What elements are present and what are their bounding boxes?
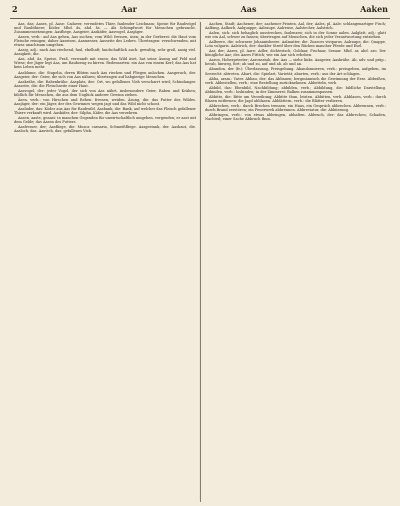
column-divider: [199, 18, 201, 500]
dictionary-entry: Äsen, verb.: von Hirschen und Rehen: fressen, weiden. Äsung, die: das Futter des Wildes. Aasjäger, der: ein Jäger, der des Gewinnes wegen jagt und das Wild nicht schont.: [14, 97, 196, 106]
right-column: [200, 22, 390, 502]
dictionary-entry: Aasen, verb.: auf Aas gehen, Aas suchen; vom Wild: fressen, äsen; in der Gerberei: die Haut vom Fleische reinigen; daher Aaseisen, Aasmesser, Aasseite des Leders. Übertragen: verschwenden, mit etwas unachtsam umgehen.: [14, 35, 196, 48]
dictionary-entry: Aas, das; Aases, pl. Aase: Cadaver, verendetes Thier, faulender Leichnam; Speise für Raubvögel und Raubthiere; Köder. Mhd. âs, ahd. âs. — Als Schimpfwort für Menschen gebraucht. Zusammensetzungen: Aasfliege, Aasgeier, Aaskäfer, Aasvogel, Aasjäger.: [14, 22, 196, 35]
dictionary-entry: Aasblume, die: Stapelia, deren Blüten nach Aas riechen und Fliegen anlocken. Aasgeruch, der. Aasgeier, der: Geier, die sich von Aas nähren; übertragen auf habgierige Menschen.: [14, 70, 196, 79]
dictionary-entry: Aasluder, das: Köder aus Aas für Raubwild. Aasbank, die: Bank, auf welcher das Fleisch gefallener Thiere verkauft wird. Aaskäfer, der: Silpha, Käfer, die Aas verzehren.: [14, 106, 196, 115]
dictionary-entry: Abbild, das: Ebenbild, Nachbildung; abbilden, verb.; Abbildung, die: bildliche Darstellung. Abbinden, verb.: losbinden; in der Zimmerei: Balken zusammenpassen.: [205, 85, 386, 94]
dictionary-entry: Aalbeere, die: schwarze Johannisbeere. Aalmutter, die: Zoarces viviparus. Aalraupe, die: Quappe, Lota vulgaris. Aalstrich, der: dunkler Streif über den Rücken mancher Pferde und Esel.: [205, 40, 386, 49]
dictionary-entry: Aar, der; Aares, pl. Aare: Adler, dichterisch; Goldaar, Fischaar, Seeaar. Mhd. ar, ahd. aro. Der königliche Aar; des Aares Fittich; wie ein Aar sich erheben.: [205, 49, 386, 58]
left-column: [10, 22, 200, 502]
dictionary-entry: Aasen, aaste, geaast: in manchen Gegenden für unwirtschaftlich umgehen, vergeuden; er aast mit dem Gelde; das Aasen des Futters.: [14, 115, 196, 125]
dictionary-entry: Aas, ahd. âz, Speise, Fraß, verwandt mit essen; das Wild äset, hat seine Äsung auf Feld und Wiese; der Jäger legt Aas, um Raubzeug zu kirren. Redensarten: ein Aas von einem Kerl; das Aas hat kein Leben mehr.: [14, 57, 196, 70]
dictionary-entry: Abandon, der (fr.): Überlassung, Preisgebung. Abandonnieren, verb.: preisgeben, aufgeben, im Seerecht: abtreten. Abart, die: Spielart, Varietät; abarten, verb.: aus der Art schlagen.: [205, 67, 386, 76]
dictionary-entry: Aaskrähe, die: Rabenkrähe. Aasplatz, der: Ort, wo gefallenes Vieh verscharrt wird; Schindanger. Aasseite, die: die Fleischseite einer Haut.: [14, 79, 196, 88]
dictionary-entry: Aachen, Stadt; Aachener, der; aachener Printen. Aal, der; Aales, pl. Aale: schlangenartiger Fisch; Aalfang, Aalkorb, Aalquappe, Aalraupe, Aalreuse, Aalstecher, Aalstrich.: [205, 22, 386, 31]
dictionary-entry: Abbitte, die: Bitte um Verzeihung; Abbitte thun, leisten. Abbitten, verb. Abblasen, verb.: durch Blasen entfernen; die Jagd abblasen. Abblättern, verb.: die Blätter verlieren.: [205, 94, 386, 103]
center-guideword: Aas: [240, 4, 257, 14]
dictionary-entry: Aalen, sich: sich behaglich ausstrecken, faulenzen; sich in der Sonne aalen. Aalglatt, adj.: glatt wie ein Aal, schwer zu fassen; übertragen auf Menschen, die sich jeder Verantwortung entziehen.: [205, 31, 386, 40]
dictionary-entry: Abba, aram.: Vater. Abbau, der: das Abbauen; bergmännisch die Gewinnung der Erze. Abbeißen, verb. Abbestellen, verb.: eine Bestellung zurücknehmen. Abbetteln, verb.: [205, 76, 386, 85]
dictionary-entry: Abbrechen, verb.: durch Brechen trennen; ein Haus, ein Gespräch abbrechen. Abbrennen, verb.: durch Brand zerstören; ein Feuerwerk abbrennen. Abbreviatur, die: Abkürzung.: [205, 103, 386, 112]
dictionary-entry: Aaron, Hoherpriester; Aaronsstab, der. Aas — siehe links. Aasgeier, Aaskrähe. Ab, adv. und präp.: herab, hinweg, fort; ab und zu, auf und ab, ab und an.: [205, 58, 386, 67]
dictionary-entry: Aasfresser, der; Aasfliege, die: Musca carnaria, Schmeißfliege. Aasgestank, der. Aashaut, die. Aasloch, das. Aasvieh, das: gefallenes Vieh.: [14, 125, 196, 134]
left-guideword: Aar: [121, 4, 137, 14]
dictionary-entry: Aasig, adj.: nach Aas riechend, faul, ekelhaft; landschaftlich auch: gewaltig, sehr groß, aasig viel. Aasigkeit, die.: [14, 48, 196, 57]
dictionary-entry: Aasvogel, der: jeder Vogel, der sich von Aas nährt, insbesondere Geier, Raben und Krähen; bildlich für Menschen, die aus dem Unglück anderer Gewinn ziehen.: [14, 88, 196, 97]
right-guideword: Aaken: [360, 4, 388, 14]
dictionary-entry: Abbringen, verb.: von etwas abbringen, abhalten. Abbruch, der: das Abbrechen; Schaden, Nachteil; einer Sache Abbruch thun.: [205, 112, 386, 121]
running-header: [10, 4, 390, 19]
page-number: 2: [12, 4, 18, 14]
